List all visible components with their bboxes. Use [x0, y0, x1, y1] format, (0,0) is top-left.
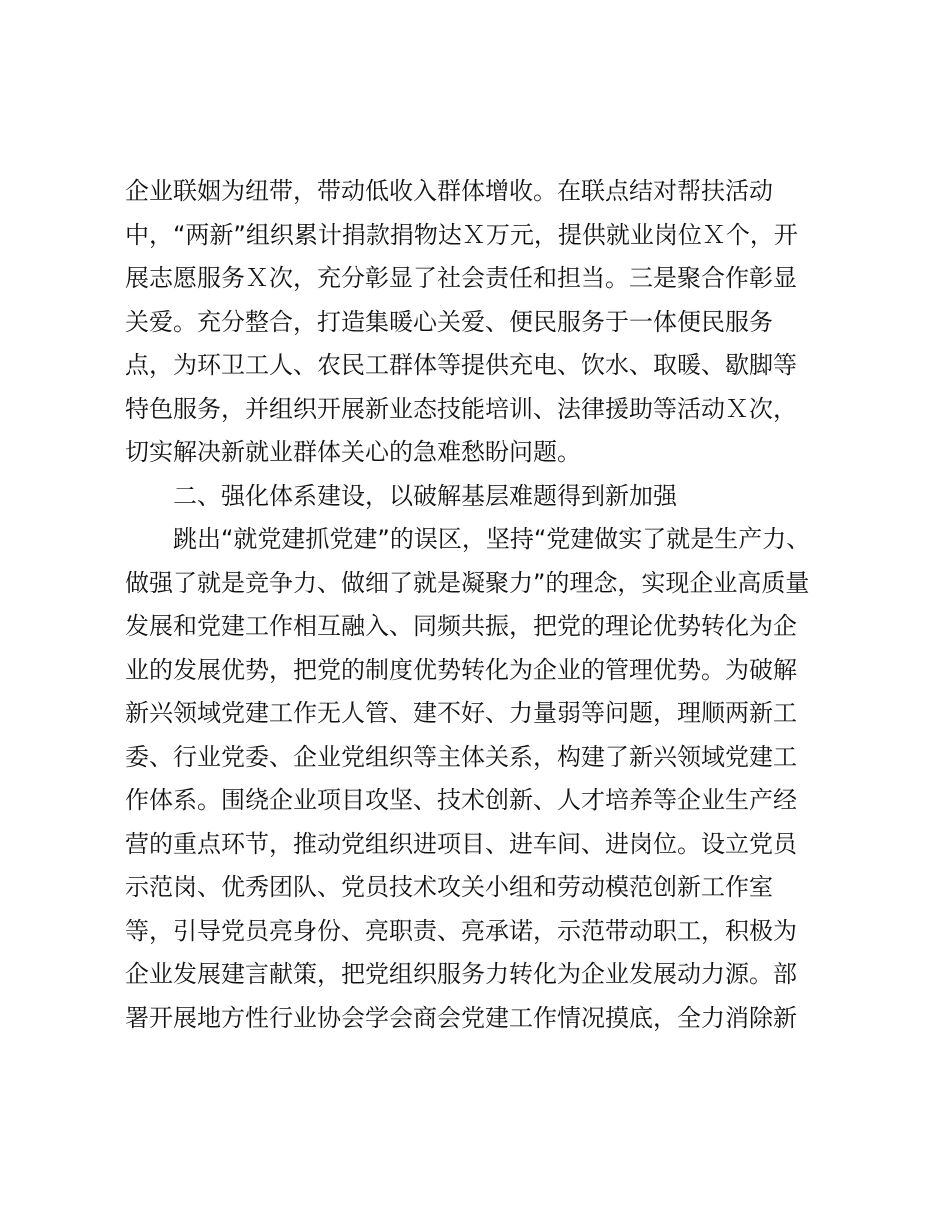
paragraph-line: 等，引导党员亮身份、亮职责、亮承诺，示范带动职工，积极为	[125, 916, 797, 945]
paragraph-line: 跳出“就党建抓党建”的误区，坚持“党建做实了就是生产力、	[173, 525, 811, 553]
paragraph-line: 发展和党建工作相互融入、同频共振，把党的理论优势转化为企	[125, 612, 797, 640]
paragraph-line: 特色服务，并组织开展新业态技能培训、法律援助等活动Ｘ次，	[125, 394, 797, 423]
paragraph-line: 示范岗、优秀团队、党员技术攻关小组和劳动模范创新工作室	[125, 873, 773, 901]
paragraph-line: 营的重点环节，推动党组织进项目、进车间、进岗位。设立党员	[125, 829, 797, 858]
paragraph-line: 展志愿服务Ｘ次，充分彰显了社会责任和担当。三是聚合作彰显	[125, 264, 797, 292]
paragraph-line: 企业发展建言献策，把党组织服务力转化为企业发展动力源。部	[125, 960, 797, 988]
paragraph-line: 点，为环卫工人、农民工群体等提供充电、饮水、取暖、歇脚等	[125, 351, 797, 379]
document-body	[125, 170, 825, 1040]
paragraph-line: 署开展地方性行业协会学会商会党建工作情况摸底，全力消除新	[125, 1003, 797, 1032]
paragraph-line: 作体系。围绕企业项目攻坚、技术创新、人才培养等企业生产经	[125, 786, 797, 814]
paragraph-line: 中，“两新”组织累计捐款捐物达Ｘ万元，提供就业岗位Ｘ个，开	[125, 220, 798, 249]
paragraph-line: 委、行业党委、企业党组织等主体关系，构建了新兴领域党建工	[125, 742, 797, 771]
paragraph-line: 企业联姻为纽带，带动低收入群体增收。在联点结对帮扶活动	[125, 177, 773, 205]
section-heading: 二、强化体系建设，以破解基层难题得到新加强	[173, 481, 677, 510]
paragraph-line: 新兴领域党建工作无人管、建不好、力量弱等问题，理顺两新工	[125, 699, 797, 727]
paragraph-line: 切实解决新就业群体关心的急难愁盼问题。	[125, 438, 581, 466]
paragraph-line: 关爱。充分整合，打造集暖心关爱、便民服务于一体便民服务	[125, 307, 773, 336]
paragraph-line: 做强了就是竞争力、做细了就是凝聚力”的理念，实现企业高质量	[125, 568, 810, 597]
paragraph-line: 业的发展优势，把党的制度优势转化为企业的管理优势。为破解	[125, 655, 797, 684]
